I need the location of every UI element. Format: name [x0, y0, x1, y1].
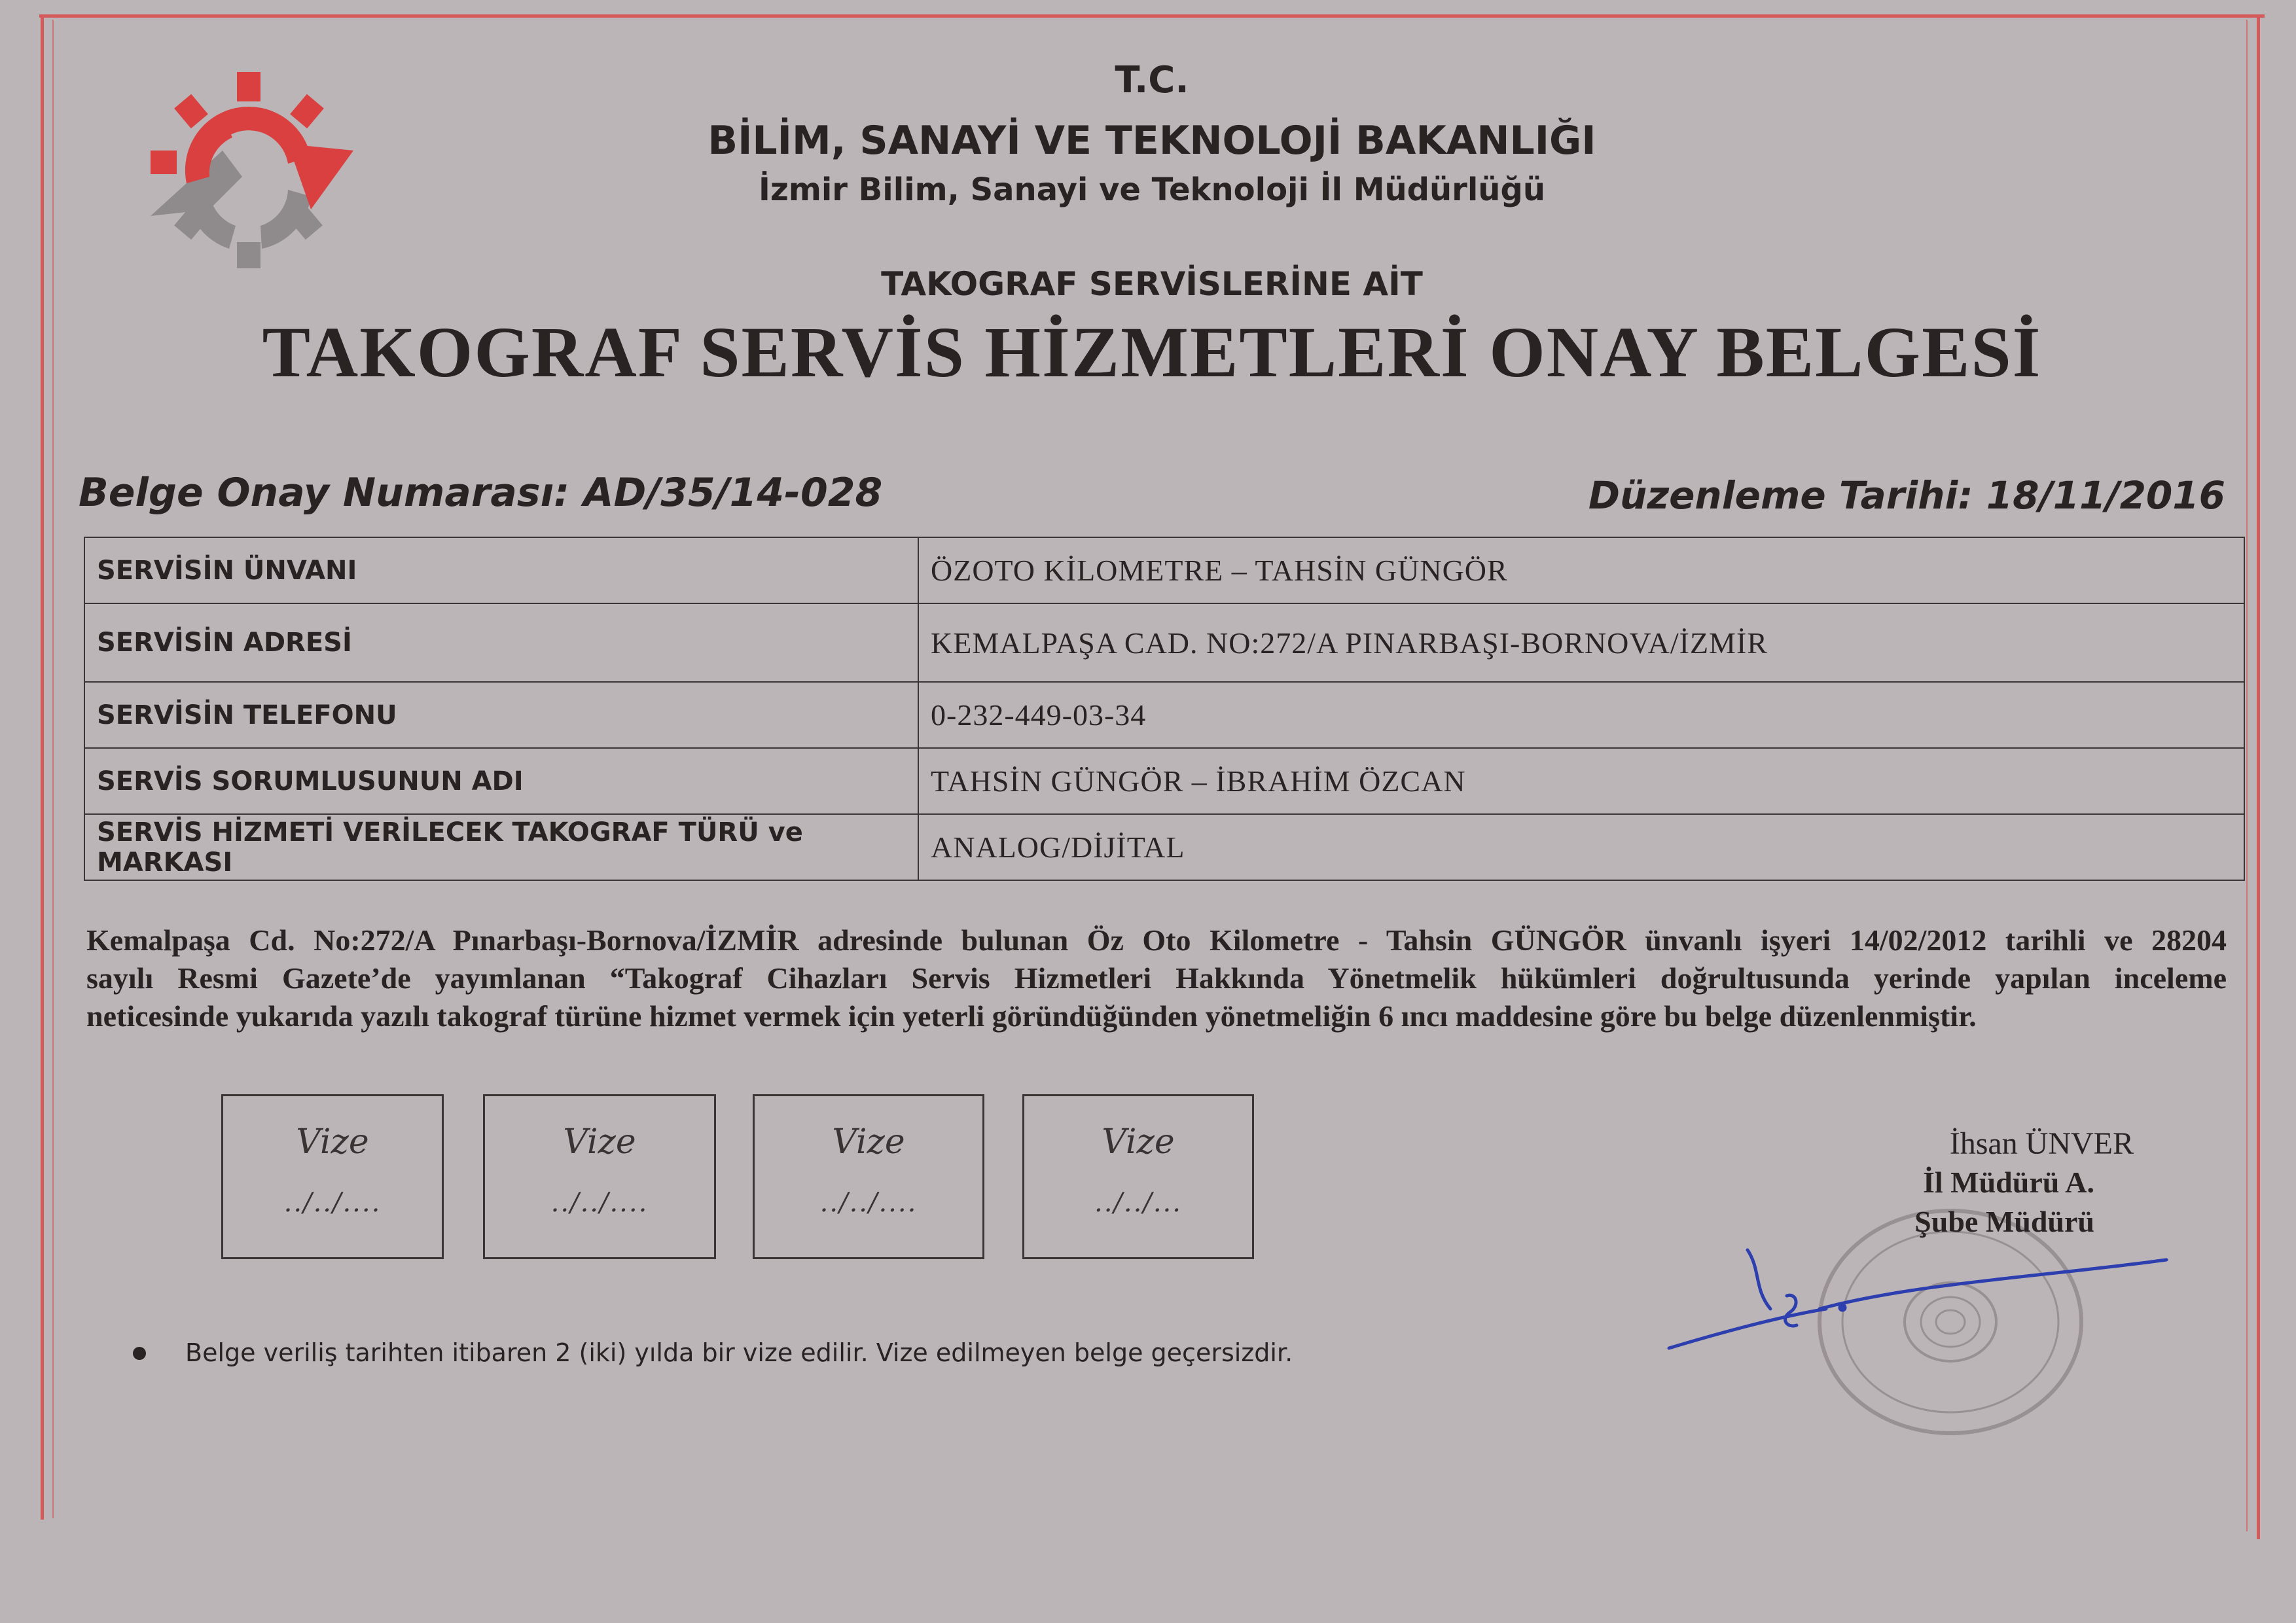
paragraph-line: sayılı Resmi Gazete’de yayımlanan “Takograf Cihazları Servis Hizmetleri Hakkında Yönetmelik hükümleri doğrultusunda yerinde yapılan inceleme — [86, 961, 2227, 995]
document-title: TAKOGRAF SERVİS HİZMETLERİ ONAY BELGESİ — [262, 312, 2042, 392]
issue-date: Düzenleme Tarihi: 18/11/2016 — [1588, 473, 2225, 518]
header-ministry: BİLİM, SANAYİ VE TEKNOLOJİ BAKANLIĞI — [708, 118, 1596, 164]
paragraph-line: Kemalpaşa Cd. No:272/A Pınarbaşı-Bornova/İZMİR adresinde bulunan Öz Oto Kilometre - Tahsin GÜNGÖR ünvanlı işyeri 14/02/2012 tarihli ve 28204 — [86, 923, 2227, 957]
validity-note: Belge veriliş tarihten itibaren 2 (iki) yılda bir vize edilir. Vize edilmeyen belge geçersizdir. — [185, 1338, 1293, 1367]
visa-box-date: ../../.... — [283, 1188, 382, 1218]
frame-inner-left-line — [52, 20, 54, 1518]
table-row — [84, 603, 2244, 682]
table-row — [84, 682, 2244, 748]
visa-box — [1022, 1094, 1254, 1259]
bullet-icon — [133, 1347, 146, 1360]
visa-box-title: Vize — [832, 1122, 905, 1162]
document-subtitle: TAKOGRAF SERVİSLERİNE AİT — [881, 265, 1423, 303]
visa-box — [753, 1094, 984, 1259]
frame-inner-right-line — [2246, 20, 2248, 1531]
table-row — [84, 537, 2244, 603]
row-value: 0-232-449-03-34 — [918, 682, 2244, 748]
service-info-table — [84, 537, 2245, 881]
visa-box-title: Vize — [296, 1122, 369, 1162]
signatory-name: İhsan ÜNVER — [1949, 1126, 2134, 1161]
visa-box — [483, 1094, 716, 1259]
row-label: SERVİSİN ÜNVANI — [84, 537, 918, 603]
paragraph-line: neticesinde yukarıda yazılı takograf türüne hizmet vermek için yeterli göründüğünden yönetmeliğin 6 ıncı maddesine göre bu belge düzenlenmiştir. — [86, 999, 1977, 1033]
frame-top-line — [39, 14, 2265, 18]
row-value: KEMALPAŞA CAD. NO:272/A PINARBAŞI-BORNOVA/İZMİR — [918, 603, 2244, 682]
row-label: SERVİS SORUMLUSUNUN ADI — [84, 748, 918, 814]
row-label: SERVİSİN ADRESİ — [84, 603, 918, 682]
approval-number: Belge Onay Numarası: AD/35/14-028 — [79, 470, 883, 516]
visa-box-title: Vize — [1102, 1122, 1175, 1162]
ministry-logo-icon — [118, 65, 380, 275]
table-row — [84, 814, 2244, 880]
row-label: SERVİS HİZMETİ VERİLECEK TAKOGRAF TÜRÜ ve MARKASI — [84, 814, 918, 880]
header-directorate: İzmir Bilim, Sanayi ve Teknoloji İl Müdürlüğü — [759, 171, 1545, 208]
row-value: ÖZOTO KİLOMETRE – TAHSİN GÜNGÖR — [918, 537, 2244, 603]
row-value: ANALOG/DİJİTAL — [918, 814, 2244, 880]
table-row — [84, 748, 2244, 814]
signatory-title-line1: İl Müdürü A. — [1922, 1166, 2094, 1199]
row-label: SERVİSİN TELEFONU — [84, 682, 918, 748]
visa-box-date: ../../.... — [819, 1188, 918, 1218]
certificate-paragraph — [86, 921, 2227, 1035]
header-tc: T.C. — [1115, 59, 1189, 101]
visa-box-title: Vize — [563, 1122, 636, 1162]
frame-right-line — [2257, 14, 2260, 1539]
visa-box-date: ../../.... — [550, 1188, 649, 1218]
visa-box — [221, 1094, 444, 1259]
signatory-title-line2: Şube Müdürü — [1914, 1205, 2094, 1238]
row-value: TAHSİN GÜNGÖR – İBRAHİM ÖZCAN — [918, 748, 2244, 814]
frame-left-line — [41, 14, 44, 1520]
visa-box-date: ../../... — [1094, 1188, 1182, 1218]
handwritten-signature — [1656, 1230, 2179, 1361]
